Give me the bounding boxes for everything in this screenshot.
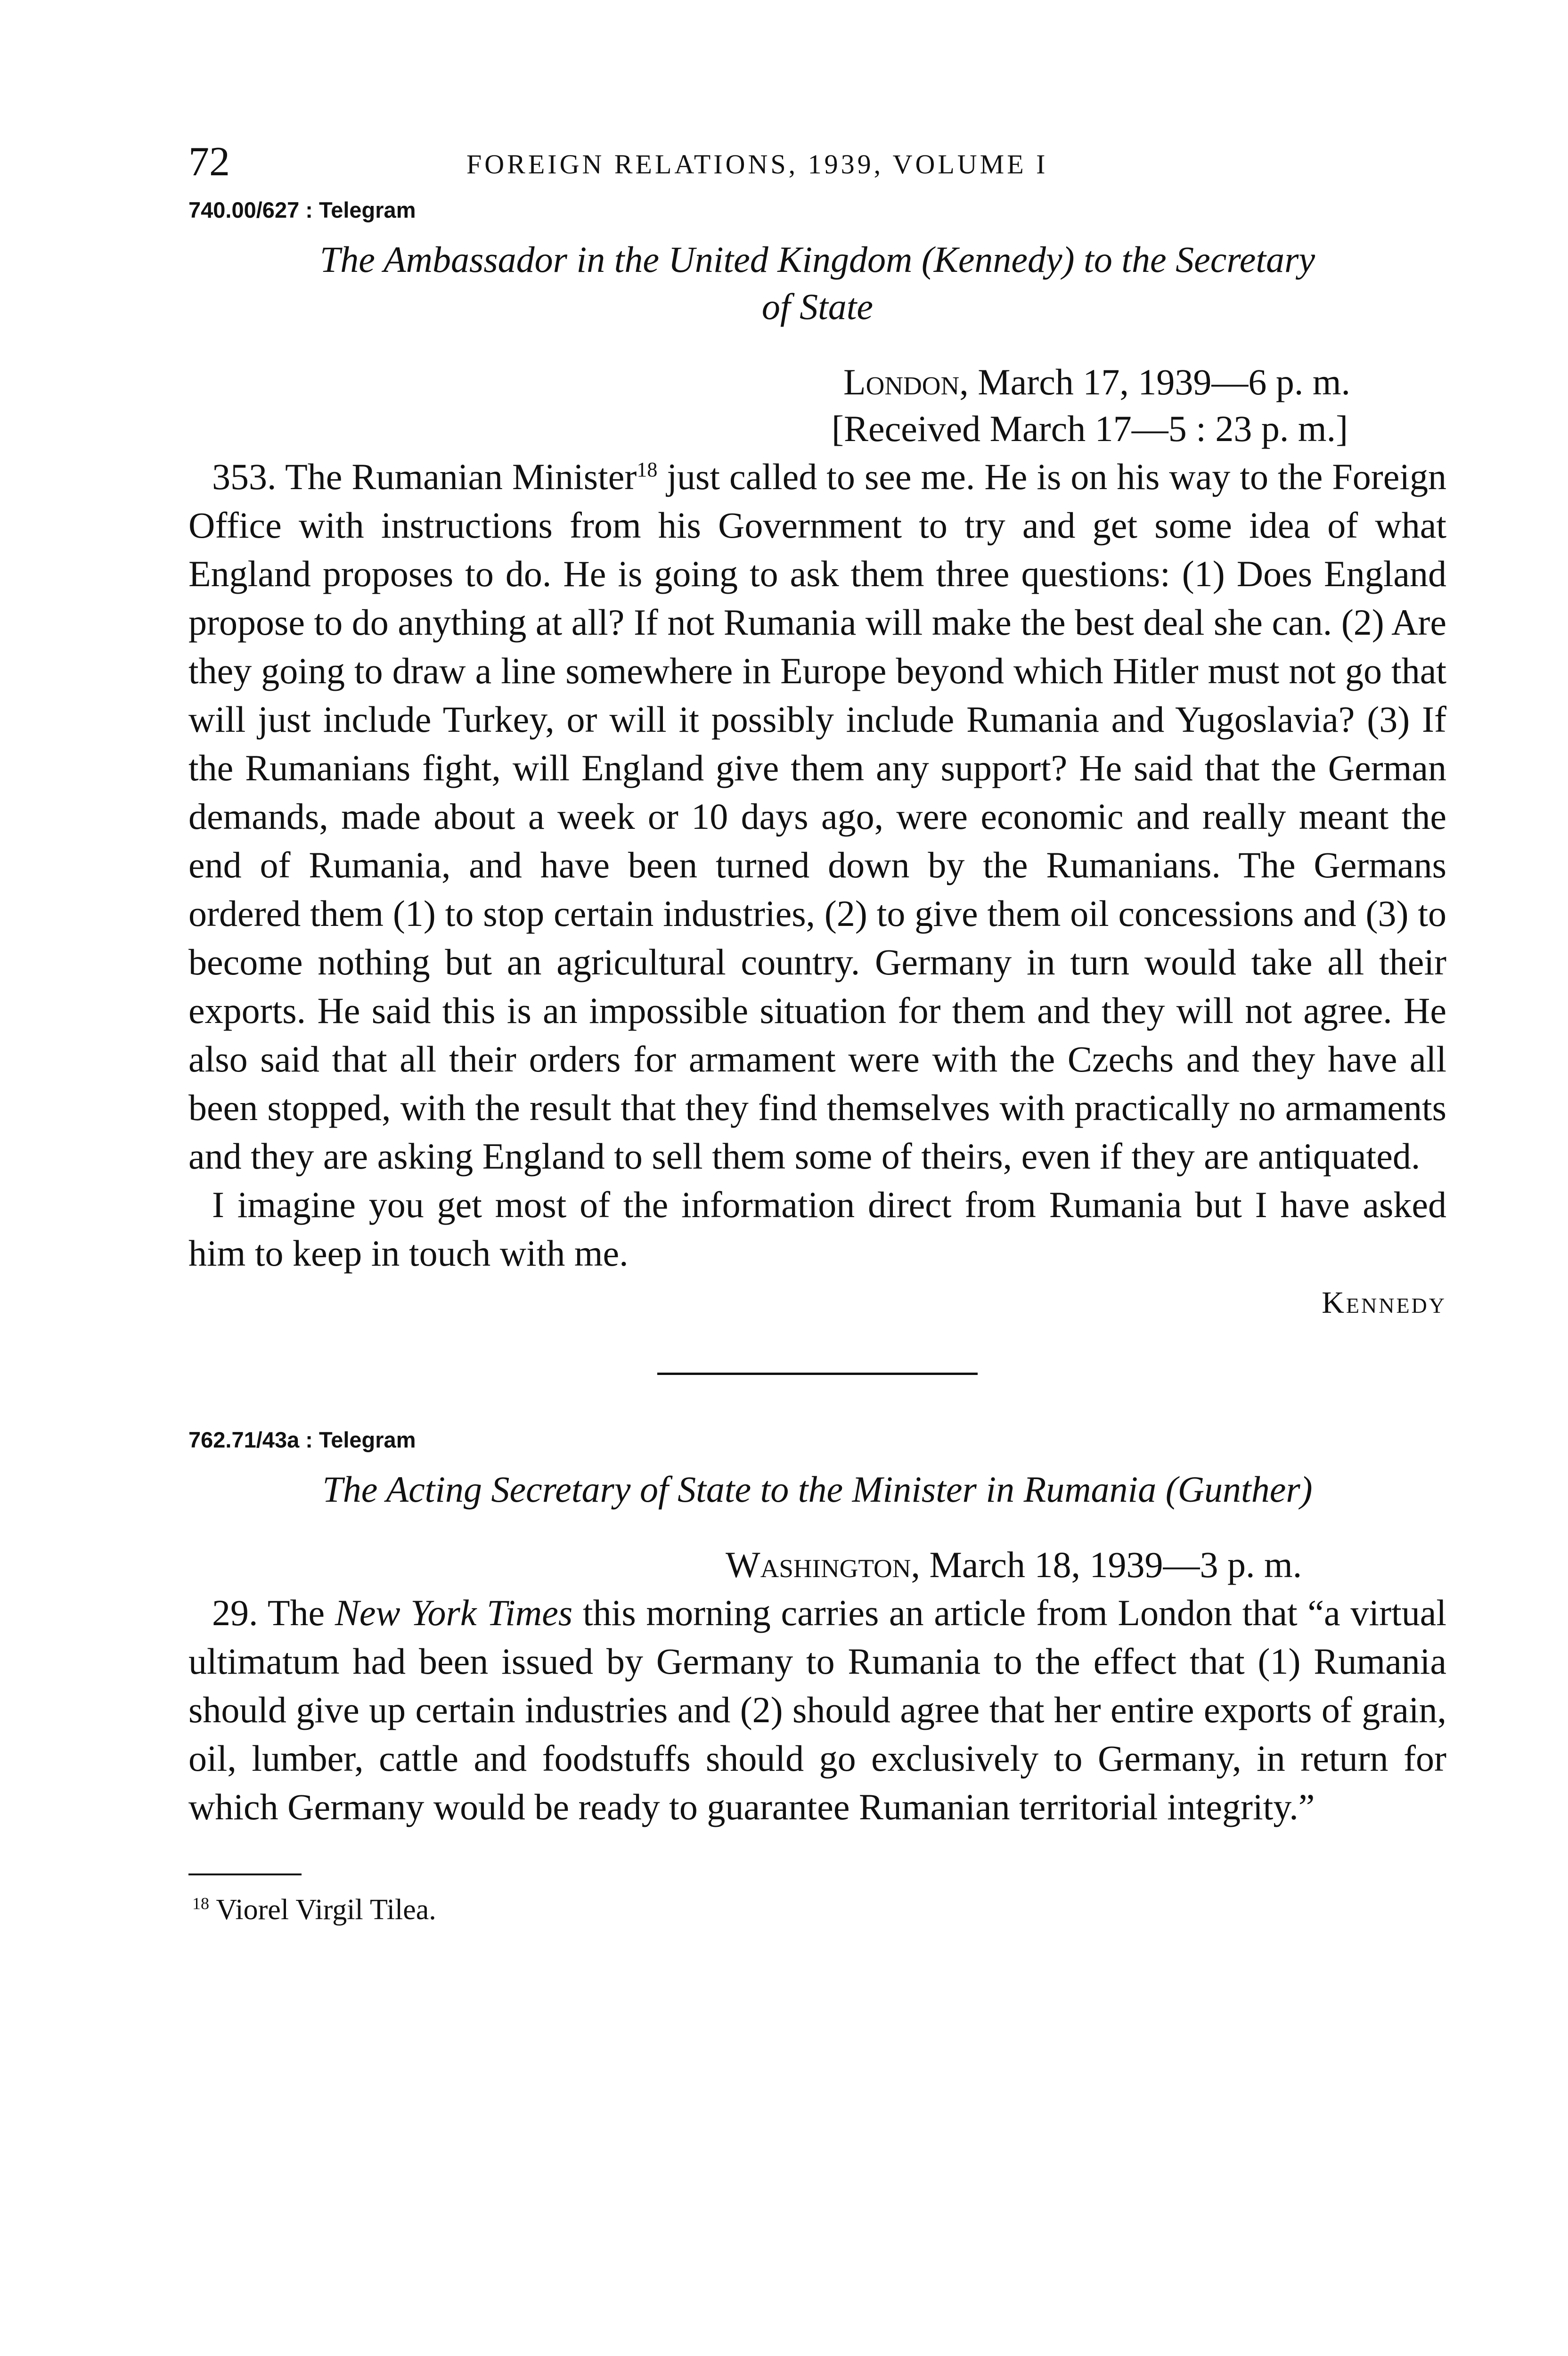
place-date-line [843, 359, 1446, 406]
paragraph [188, 1588, 1446, 1831]
signature: Kennedy [1322, 1285, 1446, 1320]
date: March 18, 1939—3 p. m. [920, 1544, 1302, 1586]
footnote [192, 1892, 1446, 1927]
telegram-acting-secretary [188, 1427, 1446, 1831]
place: Washington, [726, 1544, 920, 1586]
place-date-line [726, 1541, 1446, 1588]
paragraph-text: 29. The [212, 1592, 335, 1633]
received-line: [Received March 17—5 : 23 p. m.] [832, 408, 1348, 450]
document-title-line2: of State [761, 286, 874, 327]
running-header [188, 141, 1446, 193]
paragraph-text: 353. The Rumanian Minister [212, 456, 637, 498]
file-reference: 740.00/627 : Telegram [188, 197, 416, 222]
footnote-text: Viorel Virgil Tilea. [209, 1893, 436, 1926]
file-reference: 762.71/43a : Telegram [188, 1427, 416, 1453]
page-number: 72 [188, 139, 230, 185]
paragraph [188, 452, 1446, 1180]
document-title [188, 236, 1446, 330]
date: March 17, 1939—6 p. m. [968, 361, 1350, 402]
running-title: FOREIGN RELATIONS, 1939, VOLUME I [466, 149, 1048, 180]
footnote-reference: 18 [637, 458, 658, 482]
footnote-rule [188, 1873, 302, 1875]
section-separator [657, 1373, 978, 1375]
document-title: The Acting Secretary of State to the Minister in Rumania (Gunther) [322, 1469, 1313, 1510]
footnote-mark: 18 [192, 1894, 209, 1913]
document-title-line1: The Ambassador in the United Kingdom (Kennedy) to the Secretary [319, 239, 1315, 280]
paragraph-text: this morning carries an article from London that “a virtual ultimatum had been issued by Germany to Rumania to the effect that (1) Rumania should give up certain industries and (2) should agree that her entire exports of grain, oil, lumber, cattle and foodstuffs should go exclusively to Germany, in return for which Germany would be ready to guarantee Rumanian territorial integrity.” [188, 1592, 1447, 1827]
place: London, [843, 361, 969, 402]
paragraph-text: just called to see me. He is on his way to the Foreign Office with instructions from his Government to try and get some idea of what England proposes to do. He is going to ask them three questions: (1) Does England propose to do anything at all? If not Rumania will make the best deal she can. (2) Are they going to draw a line somewhere in Europe beyond which Hitler must not go that will just include Turkey, or will it possibly include Rumania and Yugoslavia? (3) If the Rumanians fight, will England give them any support? He said that the German demands, made about a week or 10 days ago, were economic and really meant the end of Rumania, and have been turned down by the Rumanians. The Germans ordered them (1) to stop certain industries, (2) to give them oil concessions and (3) to become nothing but an agricultural country. Germany in turn would take all their exports. He said this is an impossible situation for them and they will not agree. He also said that all their orders for armament were with the Czechs and they have all been stopped, with the result that they find themselves with practically no armaments and they are asking England to sell them some of theirs, even if they are antiquated. [188, 456, 1447, 1177]
paragraph: I imagine you get most of the information direct from Rumania but I have asked him to keep in touch with me. [188, 1184, 1446, 1274]
telegram-kennedy [188, 197, 1446, 1321]
newspaper-title: New York Times [335, 1592, 573, 1633]
document-page [188, 141, 1446, 1927]
